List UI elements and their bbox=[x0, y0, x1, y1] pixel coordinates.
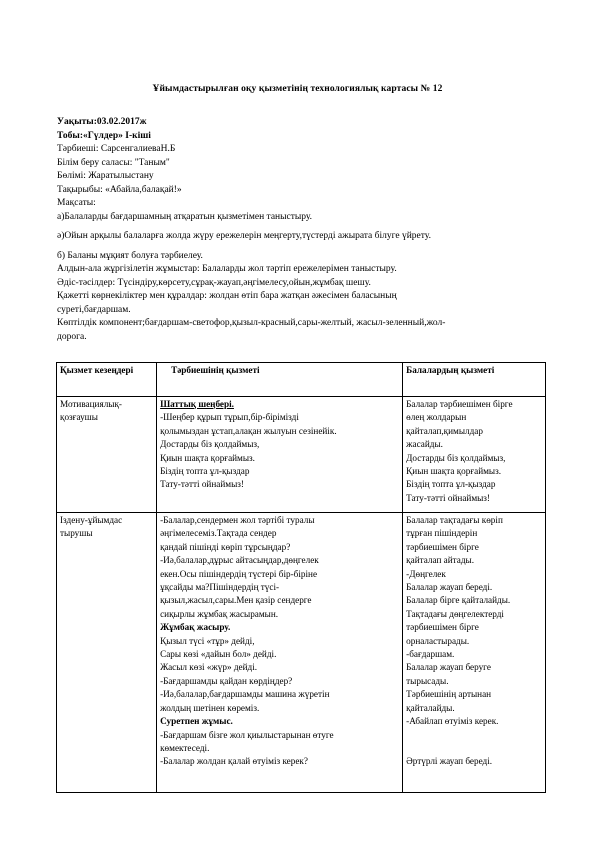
cell-line: көмектеседі. bbox=[160, 742, 210, 753]
teacher-cell bbox=[157, 397, 403, 513]
document-title: Ұйымдастырылған оқу қызметінің технологиялық картасы № 12 bbox=[152, 84, 443, 94]
cell-line: -Бағдаршам бізге жол қиылыстарынан өтуге bbox=[160, 729, 334, 740]
meta-block bbox=[57, 116, 557, 344]
cell-line: Балалар тақтадағы көріп bbox=[406, 515, 503, 525]
cell-line: қайталап айтады. bbox=[406, 555, 474, 566]
cell-line: Достарды біз қолдаймыз, bbox=[406, 452, 506, 463]
date-line: Уақыты:03.02.2017ж bbox=[57, 117, 147, 127]
header-stage: Қызмет кезеңдері bbox=[57, 363, 157, 397]
cell-line: орналастырады. bbox=[406, 635, 470, 646]
cell-line: Біздің топта ұл-қыздар bbox=[406, 479, 496, 490]
cell-line: екен.Осы пішіндердің түстері бір-біріне bbox=[160, 568, 318, 579]
cell-line: қайталайды. bbox=[406, 702, 455, 713]
cell-line: Тату-тәтті ойнаймыз! bbox=[160, 479, 244, 490]
header-children: Балалардың қызметі bbox=[403, 363, 546, 397]
cell-line: Балалар жауап береді. bbox=[406, 582, 493, 593]
education-area-line: Білім беру саласы: "Таным" bbox=[57, 157, 170, 168]
bilingual-line: Көптілдік компонент;бағдаршам-светофор,қызыл-красный,сары-желтый, жасыл-зеленный,жол- bbox=[57, 318, 446, 328]
lesson-plan-table bbox=[56, 362, 546, 793]
cell-line bbox=[406, 742, 542, 755]
cell-line: Балалар бірге қайталайды. bbox=[406, 595, 511, 606]
cell-line: Қиын шақта қорғаймыз. bbox=[406, 466, 502, 477]
teacher-line: Тәрбиеші: СарсенгалиеваН.Б bbox=[57, 144, 176, 154]
cell-line: Қызыл түсі «тұр» дейді, bbox=[160, 635, 255, 646]
cell-line: Жасыл көзі «жүр» дейді. bbox=[160, 662, 258, 673]
children-cell bbox=[403, 513, 546, 793]
cell-line: ұқсайды ма?Пішіндердің түсі- bbox=[160, 582, 280, 593]
group-line: Тобы:«Гүлдер» І-кіші bbox=[57, 130, 151, 141]
bilingual-line-cont: дорога. bbox=[57, 331, 87, 342]
goal-b: б) Баланы мұқият болуға тәрбиелеу. bbox=[57, 250, 203, 261]
cell-line: әңгімелесеміз.Тақтада сендер bbox=[160, 528, 277, 539]
cell-line: Тәрбиешінің артынан bbox=[406, 689, 492, 700]
cell-line: Тақтадағы дөңгелектерді bbox=[406, 608, 504, 619]
teacher-cell bbox=[157, 513, 403, 793]
cell-line: тәрбиешімен бірге bbox=[406, 622, 479, 633]
cell-line: -бағдаршам. bbox=[406, 649, 455, 660]
goal-a: а)Балаларды бағдаршамның атқаратын қызметімен таныстыру. bbox=[57, 211, 313, 222]
stage-cell: Іздену-ұйымдас тырушы bbox=[57, 513, 157, 793]
cell-line: жасайды. bbox=[406, 439, 443, 450]
cell-line: Біздің топта ұл-қыздар bbox=[160, 466, 250, 477]
cell-line: -Шеңбер құрып тұрып,бір-бірімізді bbox=[160, 412, 299, 423]
cell-line: -Балалар жолдан қалай өтуіміз керек? bbox=[160, 756, 308, 767]
cell-line: -Абайлап өтуіміз керек. bbox=[406, 716, 499, 727]
cell-line: тәрбиешімен бірге bbox=[406, 541, 479, 552]
cell-line: -Балалар,сендермен жол тәртібі туралы bbox=[160, 515, 315, 525]
cell-line: Балалар тәрбиешімен бірге bbox=[406, 399, 513, 409]
cell-line: Шаттық шеңбері. bbox=[160, 399, 234, 409]
cell-line: жолдың шетінен көреміз. bbox=[160, 702, 260, 713]
table-row bbox=[57, 397, 546, 513]
cell-line: Суретпен жұмыс. bbox=[160, 716, 233, 727]
cell-line: Балалар жауап беруге bbox=[406, 662, 491, 673]
cell-line: қайталап,қимылдар bbox=[406, 425, 483, 436]
section-line: Бөлімі: Жаратылыстану bbox=[57, 171, 154, 181]
cell-line: -Иә,балалар,бағдаршамды машина жүретін bbox=[160, 689, 330, 700]
cell-line: -Дөңгелек bbox=[406, 568, 446, 579]
goal-a2: ә)Ойын арқылы балаларға жолда жүру ережелерін меңгерту,түстерді ажырата білуге үйрету. bbox=[57, 231, 431, 241]
cell-line: -Иә,балалар,дұрыс айтасыңдар,дөңгелек bbox=[160, 555, 319, 566]
cell-line: Әртүрлі жауап береді. bbox=[406, 756, 493, 767]
cell-line: Жұмбақ жасыру. bbox=[160, 622, 231, 633]
cell-line: тырысады. bbox=[406, 675, 449, 686]
goals-label: Мақсаты: bbox=[57, 198, 96, 208]
header-teacher: Тәрбиешінің қызметі bbox=[157, 363, 403, 397]
cell-line bbox=[406, 729, 542, 742]
cell-line: қызыл,жасыл,сары.Мен қазір сендерге bbox=[160, 595, 312, 606]
topic-line: Тақырыбы: «Абайла,балақай!» bbox=[57, 184, 182, 195]
materials-line-cont: суреті,бағдаршам. bbox=[57, 304, 131, 315]
cell-line: Тату-тәтті ойнаймыз! bbox=[406, 492, 490, 503]
table-row bbox=[57, 513, 546, 793]
methods-line: Әдіс-тәсілдер: Түсіндіру,көрсету,сұрақ-жауап,әңгімелесу,ойын,жұмбақ шешу. bbox=[57, 277, 371, 288]
cell-line: тұрған пішіндерін bbox=[406, 528, 478, 539]
materials-line: Қажетті көрнекіліктер мен құралдар: жолдан өтіп бара жатқан әжесімен баласының bbox=[57, 291, 397, 301]
cell-line: өлең жолдарын bbox=[406, 412, 467, 423]
cell-line: Қиын шақта қорғаймыз. bbox=[160, 452, 255, 463]
preliminary-work-line: Алдын-ала жұргізілетін жұмыстар: Балаларды жол тәртіп ережелерімен таныстыру. bbox=[57, 264, 397, 274]
cell-line: қолымыздан ұстап,алақан жылуын сезінейік. bbox=[160, 425, 337, 436]
children-cell bbox=[403, 397, 546, 513]
cell-line: -Бағдаршамды қайдан көрдіңдер? bbox=[160, 675, 293, 686]
stage-cell: Мотивациялық-қозғаушы bbox=[57, 397, 157, 513]
cell-line: Сары көзі «дайын бол» дейді. bbox=[160, 649, 277, 660]
cell-line: қандай пішінді көріп тұрсыңдар? bbox=[160, 541, 291, 552]
table-header-row bbox=[57, 363, 546, 397]
cell-line: Достарды біз қолдаймыз, bbox=[160, 439, 260, 450]
cell-line: сиқырлы жұмбақ жасырамын. bbox=[160, 608, 279, 619]
